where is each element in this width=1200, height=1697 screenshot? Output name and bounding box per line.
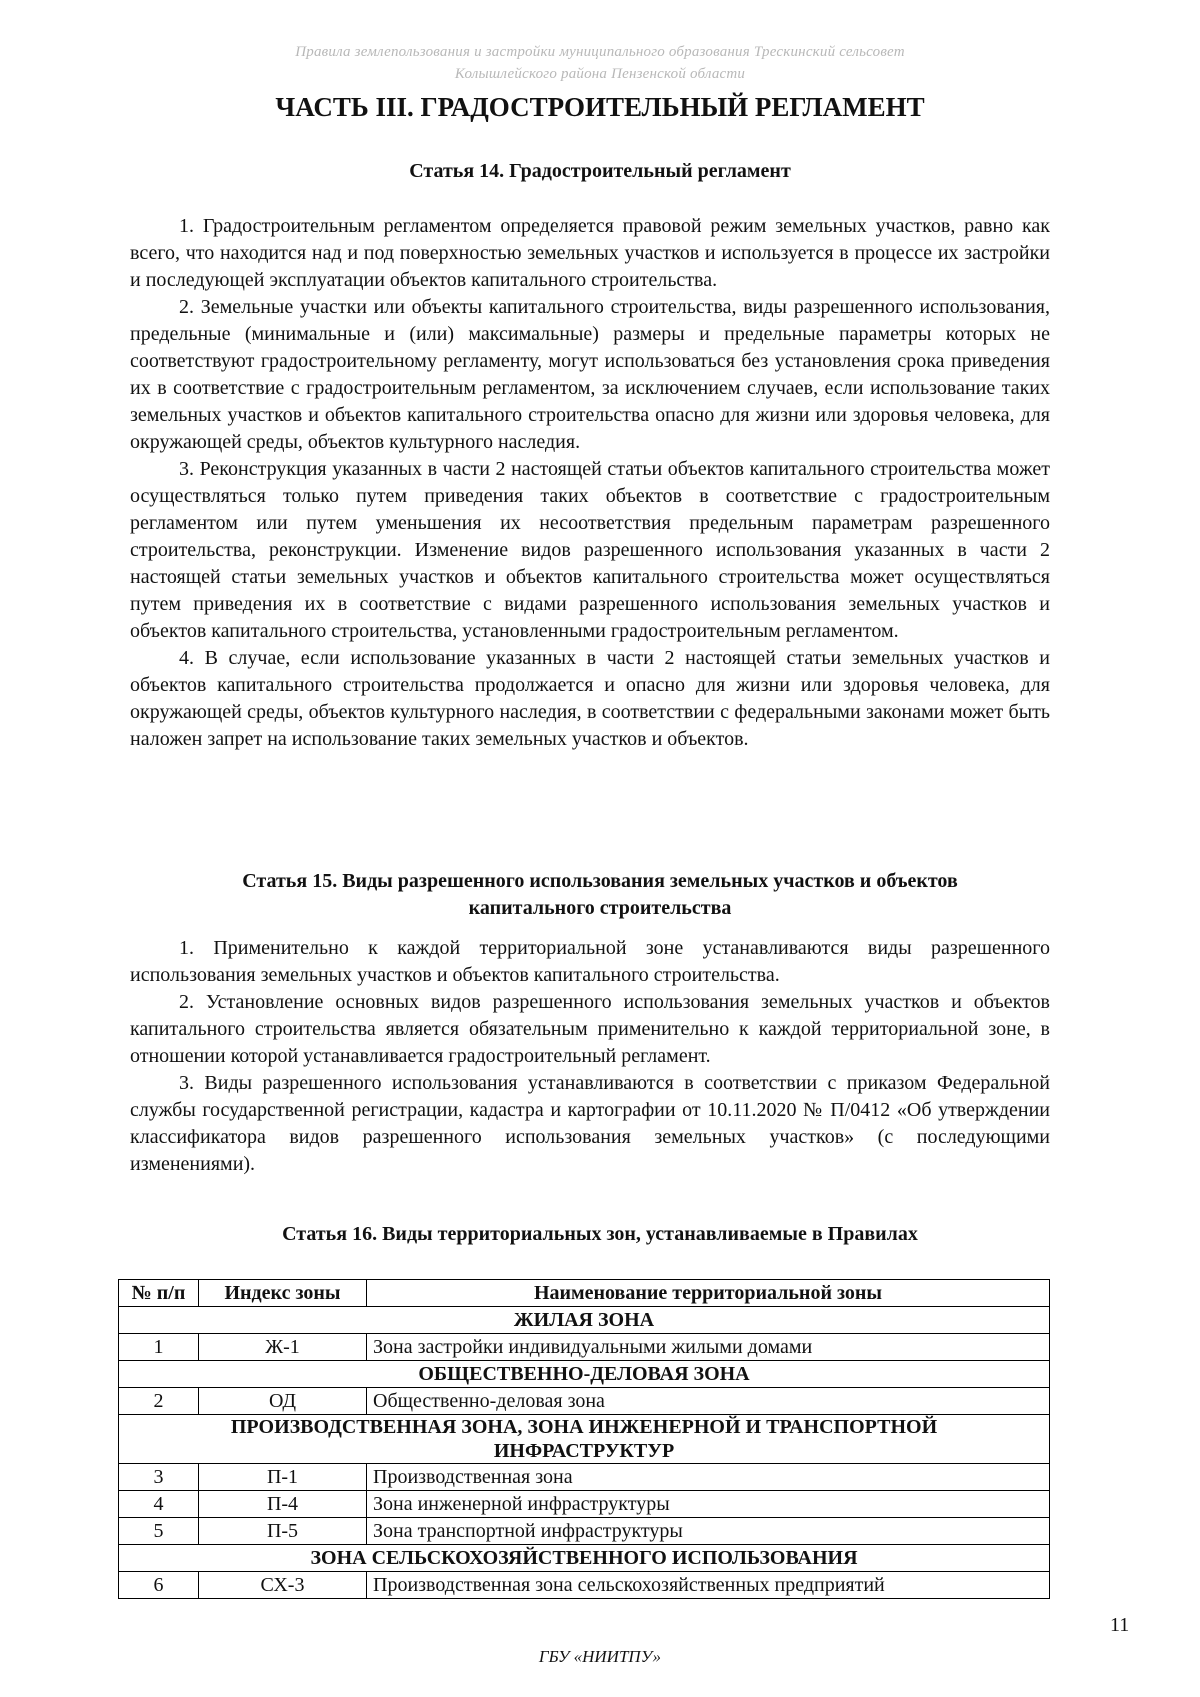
header-number: № п/п [119,1280,199,1307]
row-number: 6 [119,1572,199,1599]
header-zone-index: Индекс зоны [199,1280,367,1307]
table-row [119,1491,1050,1518]
table-row [119,1464,1050,1491]
article-15-title-line-1: Статья 15. Виды разрешенного использования земельных участков и объектов [242,870,958,892]
table-group-row [119,1415,1050,1464]
zone-name: Общественно-деловая зона [367,1388,1050,1415]
row-number: 3 [119,1464,199,1491]
table-group-row [119,1307,1050,1334]
running-header-line-2: Колышлейского района Пензенской области [454,66,746,82]
article-15-title-line-2: капитального строительства [468,897,732,919]
zone-index: П-5 [199,1518,367,1545]
row-number: 5 [119,1518,199,1545]
article-16-title: Статья 16. Виды территориальных зон, устанавливаемые в Правилах [282,1223,918,1245]
territorial-zones-table [118,1279,1050,1599]
part-title: ЧАСТЬ III. ГРАДОСТРОИТЕЛЬНЫЙ РЕГЛАМЕНТ [275,92,925,122]
table-row [119,1518,1050,1545]
zone-index: П-4 [199,1491,367,1518]
article-14-title: Статья 14. Градостроительный регламент [409,160,791,182]
zone-name: Зона инженерной инфраструктуры [367,1491,1050,1518]
table-group-row [119,1545,1050,1572]
article-14-paragraph-4: 4. В случае, если использование указанных в части 2 настоящей статьи земельных участков и объектов капитального строительства продолжается и опасно для жизни или здоровья человека, для окружающей среды, объектов культурного наследия, в соответствии с федеральными законами может быть наложен запрет на использование таких земельных участков и объектов. [130,647,1050,750]
group-production-line-2: ИНФРАСТРУКТУР [493,1440,675,1462]
table-header-row [119,1280,1050,1307]
row-number: 2 [119,1388,199,1415]
page-number: 11 [1110,1614,1130,1636]
article-14-paragraph-1: 1. Градостроительным регламентом определяется правовой режим земельных участков, равно как всего, что находится над и под поверхностью земельных участков и используется в процессе их застройки и последующей эксплуатации объектов капитального строительства. [130,215,1050,291]
zone-index: П-1 [199,1464,367,1491]
header-zone-name: Наименование территориальной зоны [367,1280,1050,1307]
group-production-line-1: ПРОИЗВОДСТВЕННАЯ ЗОНА, ЗОНА ИНЖЕНЕРНОЙ И ТРАНСПОРТНОЙ [230,1416,938,1438]
table-group-row [119,1361,1050,1388]
article-15-paragraph-1: 1. Применительно к каждой территориальной зоне устанавливаются виды разрешенного использования земельных участков и объектов капитального строительства. [130,937,1050,986]
table-row [119,1334,1050,1361]
article-15-paragraph-3: 3. Виды разрешенного использования устанавливаются в соответствии с приказом Федеральной службы государственной регистрации, кадастра и картографии от 10.11.2020 № П/0412 «Об утверждении классификатора видов разрешенного использования земельных участков» (с последующими изменениями). [130,1072,1050,1175]
group-residential: ЖИЛАЯ ЗОНА [119,1307,1050,1334]
group-agricultural: ЗОНА СЕЛЬСКОХОЗЯЙСТВЕННОГО ИСПОЛЬЗОВАНИЯ [119,1545,1050,1572]
article-14-body [130,213,1050,753]
zone-index: Ж-1 [199,1334,367,1361]
running-header-line-1: Правила землепользования и застройки муниципального образования Трескинский сельсовет [295,44,905,60]
table-row [119,1388,1050,1415]
zone-name: Зона застройки индивидуальными жилыми домами [367,1334,1050,1361]
zone-name: Зона транспортной инфраструктуры [367,1518,1050,1545]
zone-name: Производственная зона [367,1464,1050,1491]
article-15-title [130,868,1070,922]
group-production-infrastructure [119,1415,1050,1464]
zone-index: ОД [199,1388,367,1415]
article-15-paragraph-2: 2. Установление основных видов разрешенного использования земельных участков и объектов капитального строительства является обязательным применительно к каждой территориальной зоне, в отношении которой устанавливается градостроительный регламент. [130,991,1050,1067]
group-public-business: ОБЩЕСТВЕННО-ДЕЛОВАЯ ЗОНА [119,1361,1050,1388]
footer-organization: ГБУ «НИИТПУ» [538,1647,662,1666]
table-row [119,1572,1050,1599]
zone-name: Производственная зона сельскохозяйственных предприятий [367,1572,1050,1599]
row-number: 4 [119,1491,199,1518]
row-number: 1 [119,1334,199,1361]
article-14-paragraph-3: 3. Реконструкция указанных в части 2 настоящей статьи объектов капитального строительства может осуществляться только путем приведения таких объектов в соответствие с градостроительным регламентом или путем уменьшения их несоответствия предельным параметрам разрешенного строительства, реконструкции. Изменение видов разрешенного использования указанных в части 2 настоящей статьи земельных участков и объектов капитального строительства может осуществляться путем приведения их в соответствие с видами разрешенного использования земельных участков и объектов капитального строительства, установленными градостроительным регламентом. [130,458,1050,642]
article-14-paragraph-2: 2. Земельные участки или объекты капитального строительства, виды разрешенного использования, предельные (минимальные и (или) максимальные) размеры и предельные параметры которых не соответствуют градостроительному регламенту, могут использоваться без установления срока приведения их в соответствие с градостроительным регламентом, за исключением случаев, если использование таких земельных участков и объектов капитального строительства опасно для жизни или здоровья человека, для окружающей среды, объектов культурного наследия. [130,296,1050,453]
article-15-body [130,935,1050,1178]
zone-index: СХ-3 [199,1572,367,1599]
